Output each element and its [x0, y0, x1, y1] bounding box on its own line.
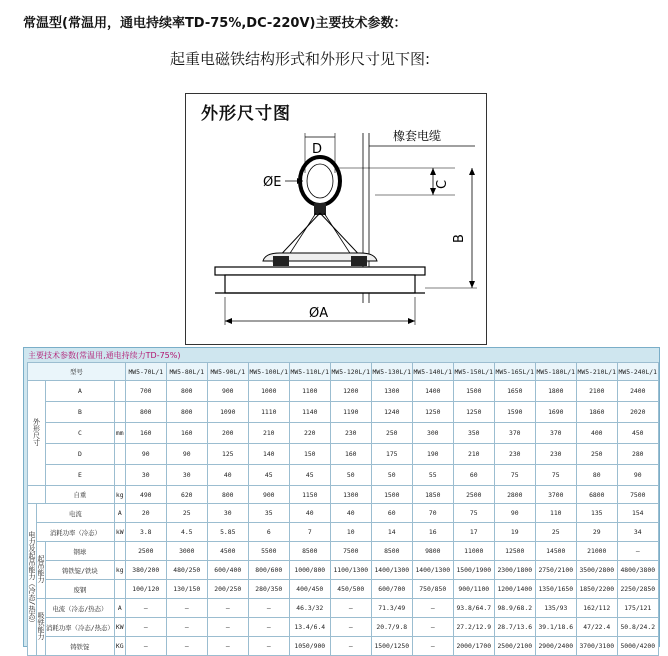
value-cell: 160: [166, 423, 207, 444]
table-row: [28, 423, 659, 444]
table-row: [28, 599, 659, 618]
table-row: [28, 486, 659, 504]
spec-table-title: 主要技术参数(常温用,通电持续力TD-75%): [28, 351, 181, 360]
value-cell: 60: [453, 465, 494, 486]
value-cell: 480/250: [166, 561, 207, 580]
value-cell: 90: [125, 444, 166, 465]
row-label: E: [46, 465, 115, 486]
value-cell: 50: [330, 465, 371, 486]
value-cell: 190: [412, 444, 453, 465]
unit-cell: [114, 402, 125, 423]
model-name: MW5-210L/1: [576, 363, 617, 381]
value-cell: 450: [617, 423, 658, 444]
page-heading: 常温型(常温用，通电持续率TD-75%,DC-220V)主要技术参数：: [23, 16, 407, 31]
value-cell: 490: [125, 486, 166, 504]
unit-cell: mm: [114, 423, 125, 444]
group-label-text: 外形尺寸: [32, 418, 41, 446]
value-cell: 3500/2800: [576, 561, 617, 580]
value-cell: —: [248, 637, 289, 656]
magnet-top: [215, 267, 425, 275]
value-cell: 8500: [289, 542, 330, 561]
value-cell: 1850: [412, 486, 453, 504]
value-cell: 3.8: [125, 523, 166, 542]
value-cell: —: [248, 618, 289, 637]
value-cell: 1190: [330, 402, 371, 423]
value-cell: 900: [207, 381, 248, 402]
label-b: B: [452, 234, 467, 243]
value-cell: 125: [207, 444, 248, 465]
model-name: MW5-80L/1: [166, 363, 207, 381]
value-cell: —: [166, 618, 207, 637]
value-cell: 1250: [453, 402, 494, 423]
value-cell: 1860: [576, 402, 617, 423]
value-cell: 1400/1300: [412, 561, 453, 580]
table-row: [28, 637, 659, 656]
value-cell: —: [330, 637, 371, 656]
value-cell: 1400: [412, 381, 453, 402]
value-cell: 100/120: [125, 580, 166, 599]
value-cell: 2500/2100: [494, 637, 535, 656]
value-cell: 2400: [617, 381, 658, 402]
value-cell: 200/250: [207, 580, 248, 599]
table-row: [28, 542, 659, 561]
table-row: [28, 580, 659, 599]
drawing-caption: 起重电磁铁结构形式和外形尺寸见下图:: [169, 50, 431, 68]
value-cell: 1100: [289, 381, 330, 402]
row-label: 钢球: [46, 542, 115, 561]
value-cell: —: [166, 599, 207, 618]
row-label: D: [46, 444, 115, 465]
value-cell: 250: [371, 423, 412, 444]
value-cell: 450/500: [330, 580, 371, 599]
value-cell: 3700/3100: [576, 637, 617, 656]
drawing-title: 外形尺寸图: [201, 104, 291, 124]
value-cell: 1300: [330, 486, 371, 504]
value-cell: 6: [248, 523, 289, 542]
value-cell: 40: [207, 465, 248, 486]
value-cell: 2250/2850: [617, 580, 658, 599]
group-label-text: 电力及起吊能力（冷态/热态）: [28, 530, 36, 627]
value-cell: 2000/1700: [453, 637, 494, 656]
value-cell: 150: [289, 444, 330, 465]
value-cell: 135: [576, 504, 617, 523]
value-cell: 900/1100: [453, 580, 494, 599]
value-cell: 1500/1900: [453, 561, 494, 580]
value-cell: —: [330, 618, 371, 637]
value-cell: —: [248, 599, 289, 618]
row-label: 铸铁锭: [46, 637, 115, 656]
value-cell: 80: [576, 465, 617, 486]
table-row: [28, 465, 659, 486]
unit-cell: kg: [114, 486, 125, 504]
table-row: [28, 444, 659, 465]
value-cell: 29: [576, 523, 617, 542]
value-cell: 1300: [371, 381, 412, 402]
value-cell: 1400/1300: [371, 561, 412, 580]
table-row: [28, 504, 659, 523]
value-cell: 1090: [207, 402, 248, 423]
table-header-row: [28, 363, 659, 381]
value-cell: 93.8/64.7: [453, 599, 494, 618]
model-name: MW5-180L/1: [535, 363, 576, 381]
value-cell: 70: [412, 504, 453, 523]
value-cell: 380/200: [125, 561, 166, 580]
value-cell: 700: [125, 381, 166, 402]
value-cell: 2300/1800: [494, 561, 535, 580]
value-cell: 90: [494, 504, 535, 523]
value-cell: 50.8/24.2: [617, 618, 658, 637]
value-cell: 40: [289, 504, 330, 523]
blank-cell: [28, 486, 46, 504]
value-cell: 1140: [289, 402, 330, 423]
value-cell: 800: [166, 381, 207, 402]
value-cell: 2100: [576, 381, 617, 402]
value-cell: 175/121: [617, 599, 658, 618]
value-cell: 39.1/18.6: [535, 618, 576, 637]
value-cell: 210: [248, 423, 289, 444]
value-cell: 1850/2200: [576, 580, 617, 599]
value-cell: 45: [289, 465, 330, 486]
value-cell: 2750/2100: [535, 561, 576, 580]
value-cell: 1100/1300: [330, 561, 371, 580]
value-cell: 75: [535, 465, 576, 486]
row-label: 自重: [46, 486, 115, 504]
value-cell: 210: [453, 444, 494, 465]
value-cell: 11000: [453, 542, 494, 561]
value-cell: 1500/1250: [371, 637, 412, 656]
value-cell: 5.85: [207, 523, 248, 542]
value-cell: 7500: [617, 486, 658, 504]
value-cell: 45: [248, 465, 289, 486]
cable-label: 橡套电缆: [393, 129, 442, 143]
model-name: MW5-120L/1: [330, 363, 371, 381]
model-name: MW5-140L/1: [412, 363, 453, 381]
value-cell: 27.2/12.9: [453, 618, 494, 637]
group-label: [28, 381, 46, 486]
value-cell: —: [330, 599, 371, 618]
value-cell: 3700: [535, 486, 576, 504]
value-cell: 130/150: [166, 580, 207, 599]
value-cell: 280: [617, 444, 658, 465]
value-cell: 800/600: [248, 561, 289, 580]
value-cell: 230: [494, 444, 535, 465]
value-cell: —: [207, 618, 248, 637]
value-cell: 800: [166, 402, 207, 423]
value-cell: 90: [166, 444, 207, 465]
value-cell: 9800: [412, 542, 453, 561]
row-label: A: [46, 381, 115, 402]
value-cell: 1000/800: [289, 561, 330, 580]
value-cell: 7500: [330, 542, 371, 561]
value-cell: 1050/900: [289, 637, 330, 656]
row-label: 废钢: [46, 580, 115, 599]
value-cell: 160: [330, 444, 371, 465]
group-label: [28, 504, 37, 656]
table-row: [28, 561, 659, 580]
value-cell: 28.7/13.6: [494, 618, 535, 637]
value-cell: 620: [166, 486, 207, 504]
value-cell: —: [207, 599, 248, 618]
value-cell: 30: [207, 504, 248, 523]
value-cell: 1500: [453, 381, 494, 402]
value-cell: 1240: [371, 402, 412, 423]
value-cell: 14500: [535, 542, 576, 561]
value-cell: 98.9/68.2: [494, 599, 535, 618]
unit-cell: KW: [114, 618, 125, 637]
value-cell: 900: [248, 486, 289, 504]
group-label: [37, 542, 46, 599]
table-row: [28, 381, 659, 402]
value-cell: 35: [248, 504, 289, 523]
unit-cell: [114, 381, 125, 402]
row-label: B: [46, 402, 115, 423]
dimension-drawing: [185, 93, 487, 345]
value-cell: 800: [207, 486, 248, 504]
value-cell: 3000: [166, 542, 207, 561]
value-cell: 600/400: [207, 561, 248, 580]
value-cell: 5500: [248, 542, 289, 561]
value-cell: 300: [412, 423, 453, 444]
unit-cell: A: [114, 504, 125, 523]
value-cell: 2900/2400: [535, 637, 576, 656]
value-cell: 1250: [412, 402, 453, 423]
value-cell: 6800: [576, 486, 617, 504]
value-cell: 4.5: [166, 523, 207, 542]
value-cell: —: [412, 599, 453, 618]
model-name: MW5-100L/1: [248, 363, 289, 381]
value-cell: 5000/4200: [617, 637, 658, 656]
model-name: MW5-110L/1: [289, 363, 330, 381]
model-name: MW5-130L/1: [371, 363, 412, 381]
value-cell: 1110: [248, 402, 289, 423]
label-d: D: [312, 142, 323, 157]
value-cell: 2500: [453, 486, 494, 504]
value-cell: 19: [494, 523, 535, 542]
value-cell: 30: [125, 465, 166, 486]
unit-cell: kg: [114, 561, 125, 580]
value-cell: 135/93: [535, 599, 576, 618]
model-name: MW5-240L/1: [617, 363, 658, 381]
model-name: MW5-165L/1: [494, 363, 535, 381]
label-e: ØE: [263, 175, 282, 190]
value-cell: 160: [125, 423, 166, 444]
value-cell: 140: [248, 444, 289, 465]
unit-cell: [114, 465, 125, 486]
value-cell: 2020: [617, 402, 658, 423]
value-cell: 110: [535, 504, 576, 523]
value-cell: —: [617, 542, 658, 561]
value-cell: 230: [330, 423, 371, 444]
value-cell: 4500: [207, 542, 248, 561]
value-cell: 250: [576, 444, 617, 465]
value-cell: 25: [535, 523, 576, 542]
model-name: MW5-70L/1: [125, 363, 166, 381]
value-cell: 154: [617, 504, 658, 523]
value-cell: 1650: [494, 381, 535, 402]
row-label: 电流: [37, 504, 115, 523]
unit-cell: [114, 542, 125, 561]
value-cell: 21000: [576, 542, 617, 561]
spec-panel: [23, 347, 660, 651]
value-cell: 2500: [125, 542, 166, 561]
unit-cell: KG: [114, 637, 125, 656]
group-label-text: 起吊能力: [37, 555, 45, 583]
value-cell: 40: [330, 504, 371, 523]
row-label: 电流（冷态/热态）: [46, 599, 115, 618]
value-cell: 800: [125, 402, 166, 423]
value-cell: 162/112: [576, 599, 617, 618]
value-cell: 30: [166, 465, 207, 486]
value-cell: 400/450: [289, 580, 330, 599]
group-label: [37, 599, 46, 656]
unit-cell: A: [114, 599, 125, 618]
value-cell: —: [412, 637, 453, 656]
table-row: [28, 618, 659, 637]
table-row: [28, 523, 659, 542]
value-cell: 50: [371, 465, 412, 486]
value-cell: 1350/1650: [535, 580, 576, 599]
value-cell: 12500: [494, 542, 535, 561]
label-a: ØA: [309, 306, 329, 321]
value-cell: 75: [453, 504, 494, 523]
value-cell: 1800: [535, 381, 576, 402]
value-cell: 220: [289, 423, 330, 444]
value-cell: 370: [535, 423, 576, 444]
value-cell: 7: [289, 523, 330, 542]
group-label-text: 吸铁能力: [37, 612, 45, 640]
value-cell: 1690: [535, 402, 576, 423]
value-cell: 400: [576, 423, 617, 444]
value-cell: 1150: [289, 486, 330, 504]
value-cell: —: [207, 637, 248, 656]
value-cell: 16: [412, 523, 453, 542]
value-cell: 370: [494, 423, 535, 444]
value-cell: 71.3/49: [371, 599, 412, 618]
label-c: C: [435, 179, 450, 189]
value-cell: 1200/1400: [494, 580, 535, 599]
spec-table: [27, 362, 659, 656]
value-cell: 8500: [371, 542, 412, 561]
value-cell: 55: [412, 465, 453, 486]
row-label: 消耗功率（冷态/热态）: [46, 618, 115, 637]
row-label: C: [46, 423, 115, 444]
value-cell: 13.4/6.4: [289, 618, 330, 637]
unit-cell: [114, 580, 125, 599]
value-cell: 230: [535, 444, 576, 465]
value-cell: 20.7/9.8: [371, 618, 412, 637]
value-cell: 1000: [248, 381, 289, 402]
value-cell: 200: [207, 423, 248, 444]
row-label: 铸铁锭/铁块: [46, 561, 115, 580]
value-cell: 1590: [494, 402, 535, 423]
value-cell: 2800: [494, 486, 535, 504]
value-cell: —: [125, 599, 166, 618]
value-cell: 46.3/32: [289, 599, 330, 618]
model-name: MW5-150L/1: [453, 363, 494, 381]
value-cell: 350: [453, 423, 494, 444]
value-cell: 47/22.4: [576, 618, 617, 637]
value-cell: 17: [453, 523, 494, 542]
value-cell: 280/350: [248, 580, 289, 599]
unit-cell: kW: [114, 523, 125, 542]
value-cell: 14: [371, 523, 412, 542]
value-cell: 600/700: [371, 580, 412, 599]
value-cell: —: [125, 637, 166, 656]
value-cell: 4800/3800: [617, 561, 658, 580]
value-cell: —: [412, 618, 453, 637]
magnet-body: [225, 275, 415, 293]
model-header: 型号: [28, 363, 126, 381]
value-cell: 10: [330, 523, 371, 542]
unit-cell: [114, 444, 125, 465]
row-label: 消耗功率（冷态）: [37, 523, 115, 542]
value-cell: —: [125, 618, 166, 637]
value-cell: 25: [166, 504, 207, 523]
model-name: MW5-90L/1: [207, 363, 248, 381]
value-cell: 750/850: [412, 580, 453, 599]
value-cell: 34: [617, 523, 658, 542]
value-cell: 1200: [330, 381, 371, 402]
table-row: [28, 402, 659, 423]
value-cell: 75: [494, 465, 535, 486]
value-cell: 175: [371, 444, 412, 465]
value-cell: —: [166, 637, 207, 656]
value-cell: 60: [371, 504, 412, 523]
value-cell: 20: [125, 504, 166, 523]
value-cell: 90: [617, 465, 658, 486]
value-cell: 1500: [371, 486, 412, 504]
